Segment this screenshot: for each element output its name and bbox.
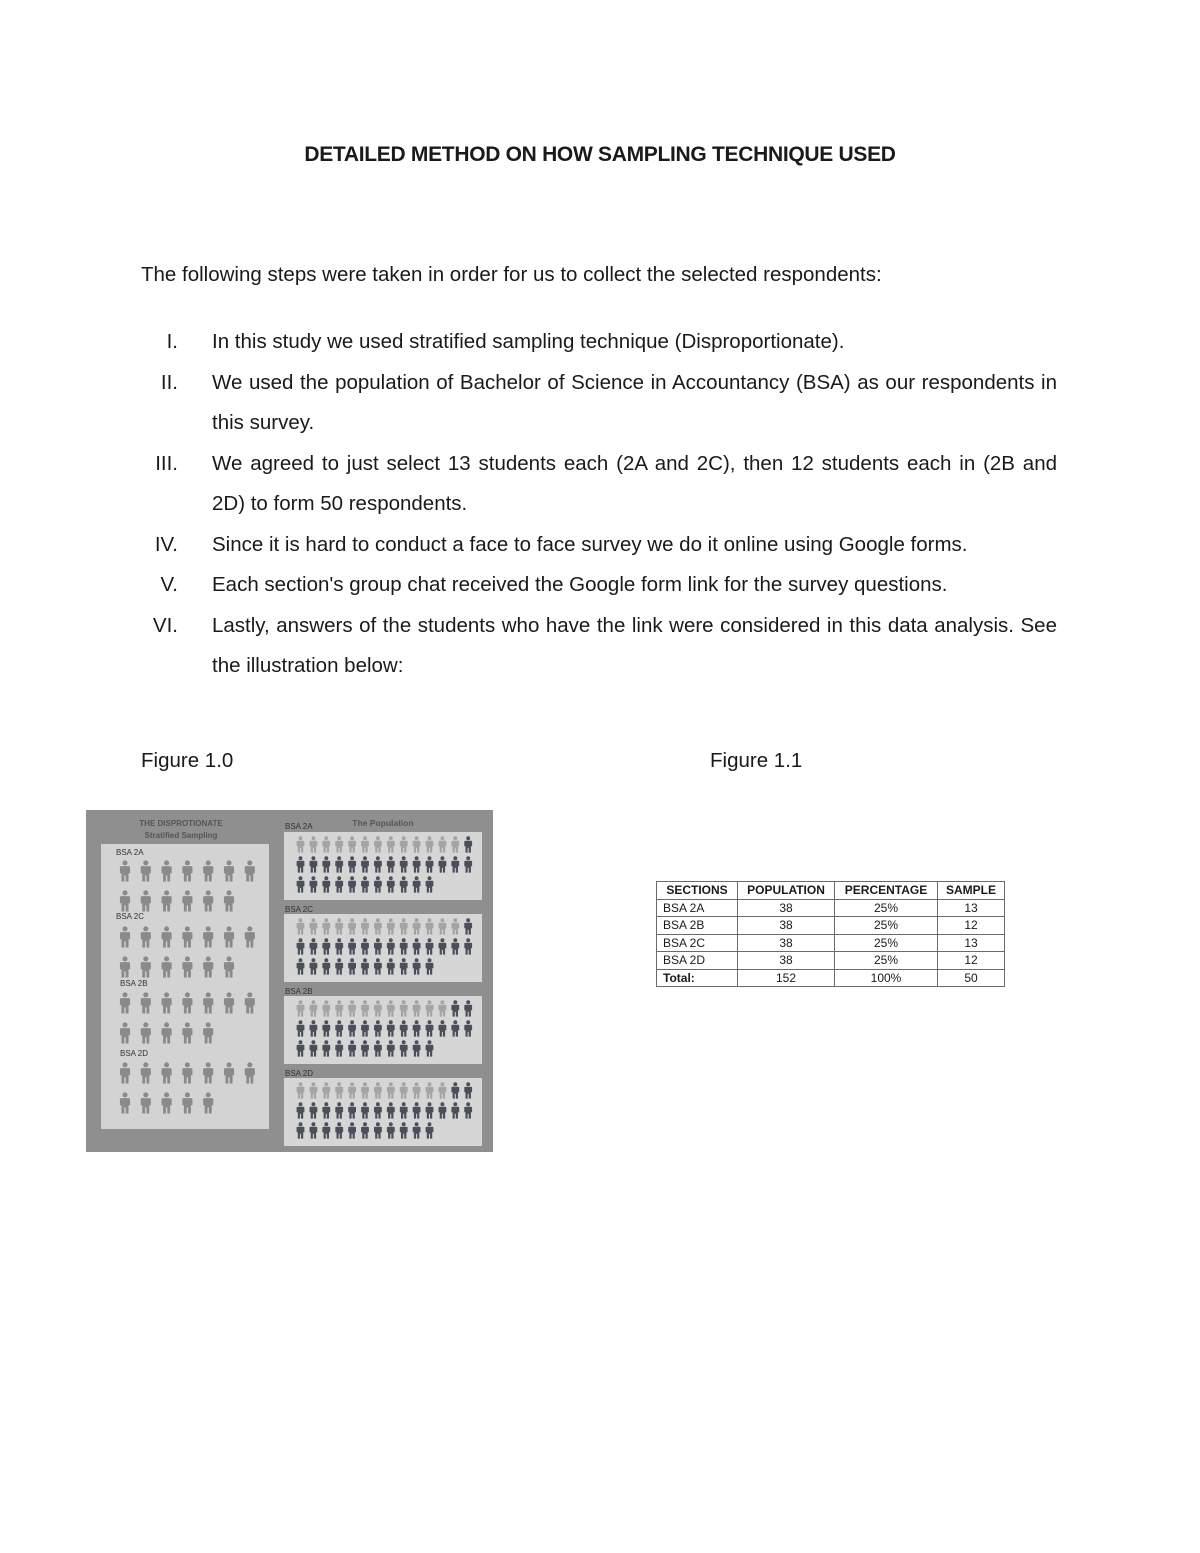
- left-label-2b: BSA 2B: [120, 979, 148, 988]
- left-title-line-1: THE DISPROTIONATE: [139, 819, 223, 828]
- list-item: [141, 525, 1057, 566]
- cell-total-label: Total:: [657, 969, 738, 987]
- step-text: We used the population of Bachelor of Science in Accountancy (BSA) as our respondents in this survey.: [212, 370, 1057, 434]
- cell-population: 38: [738, 952, 835, 970]
- cell-population: 38: [738, 899, 835, 917]
- left-label-2d: BSA 2D: [120, 1049, 149, 1058]
- cell-sample: 13: [938, 934, 1005, 952]
- step-number: III.: [155, 451, 178, 475]
- table-total-row: [657, 969, 1005, 987]
- step-text: Each section's group chat received the Google form link for the survey questions.: [212, 573, 948, 596]
- step-number: I.: [166, 330, 178, 353]
- page-title: DETAILED METHOD ON HOW SAMPLING TECHNIQUE USED: [304, 143, 896, 166]
- step-number: IV.: [154, 532, 178, 556]
- table-row: [657, 917, 1005, 935]
- left-title-line-2: Stratified Sampling: [144, 831, 218, 840]
- right-title: The Population: [352, 818, 414, 828]
- list-item: [141, 322, 1057, 363]
- right-label-2d: BSA 2D: [285, 1069, 314, 1078]
- sampling-infographic: [86, 810, 493, 1152]
- list-item: [141, 565, 1057, 606]
- list-item: [141, 363, 1057, 444]
- cell-sample: 12: [938, 917, 1005, 935]
- intro-paragraph: The following steps were taken in order for us to collect the selected respondents:: [141, 263, 882, 286]
- figure-1-1-label: Figure 1.1: [710, 749, 803, 772]
- step-number: II.: [160, 370, 178, 394]
- figure-1-0-label: Figure 1.0: [141, 749, 234, 772]
- cell-total-sample: 50: [938, 969, 1005, 987]
- header-sections: SECTIONS: [657, 882, 738, 900]
- right-label-2c: BSA 2C: [285, 905, 314, 914]
- cell-population: 38: [738, 934, 835, 952]
- list-item: [141, 606, 1057, 687]
- cell-section: BSA 2D: [657, 952, 738, 970]
- cell-population: 38: [738, 917, 835, 935]
- cell-sample: 13: [938, 899, 1005, 917]
- header-population: POPULATION: [738, 882, 835, 900]
- table-row: [657, 934, 1005, 952]
- table-row: [657, 899, 1005, 917]
- cell-percentage: 25%: [835, 917, 938, 935]
- cell-total-percentage: 100%: [835, 969, 938, 987]
- step-text: Since it is hard to conduct a face to face survey we do it online using Google forms.: [212, 532, 968, 556]
- left-label-2a: BSA 2A: [116, 848, 144, 857]
- step-text: We agreed to just select 13 students each (2A and 2C), then 12 students each in (2B and 2D) to form 50 respondents.: [212, 451, 1057, 515]
- step-text: In this study we used stratified sampling technique (Disproportionate).: [212, 330, 845, 353]
- right-label-2a: BSA 2A: [285, 822, 313, 831]
- sampling-table: [656, 881, 1005, 987]
- header-percentage: PERCENTAGE: [835, 882, 938, 900]
- table-row: [657, 952, 1005, 970]
- step-number: V.: [160, 573, 178, 596]
- steps-list: [141, 322, 1057, 687]
- step-number: VI.: [152, 613, 178, 637]
- cell-section: BSA 2B: [657, 917, 738, 935]
- cell-section: BSA 2A: [657, 899, 738, 917]
- left-label-2c: BSA 2C: [116, 912, 145, 921]
- cell-percentage: 25%: [835, 952, 938, 970]
- cell-sample: 12: [938, 952, 1005, 970]
- header-sample: SAMPLE: [938, 882, 1005, 900]
- cell-total-population: 152: [738, 969, 835, 987]
- cell-percentage: 25%: [835, 934, 938, 952]
- list-item: [141, 444, 1057, 525]
- table-header-row: [657, 882, 1005, 900]
- cell-percentage: 25%: [835, 899, 938, 917]
- right-label-2b: BSA 2B: [285, 987, 313, 996]
- step-text: Lastly, answers of the students who have the link were considered in this data analysis. See the illustration below:: [212, 613, 1057, 677]
- cell-section: BSA 2C: [657, 934, 738, 952]
